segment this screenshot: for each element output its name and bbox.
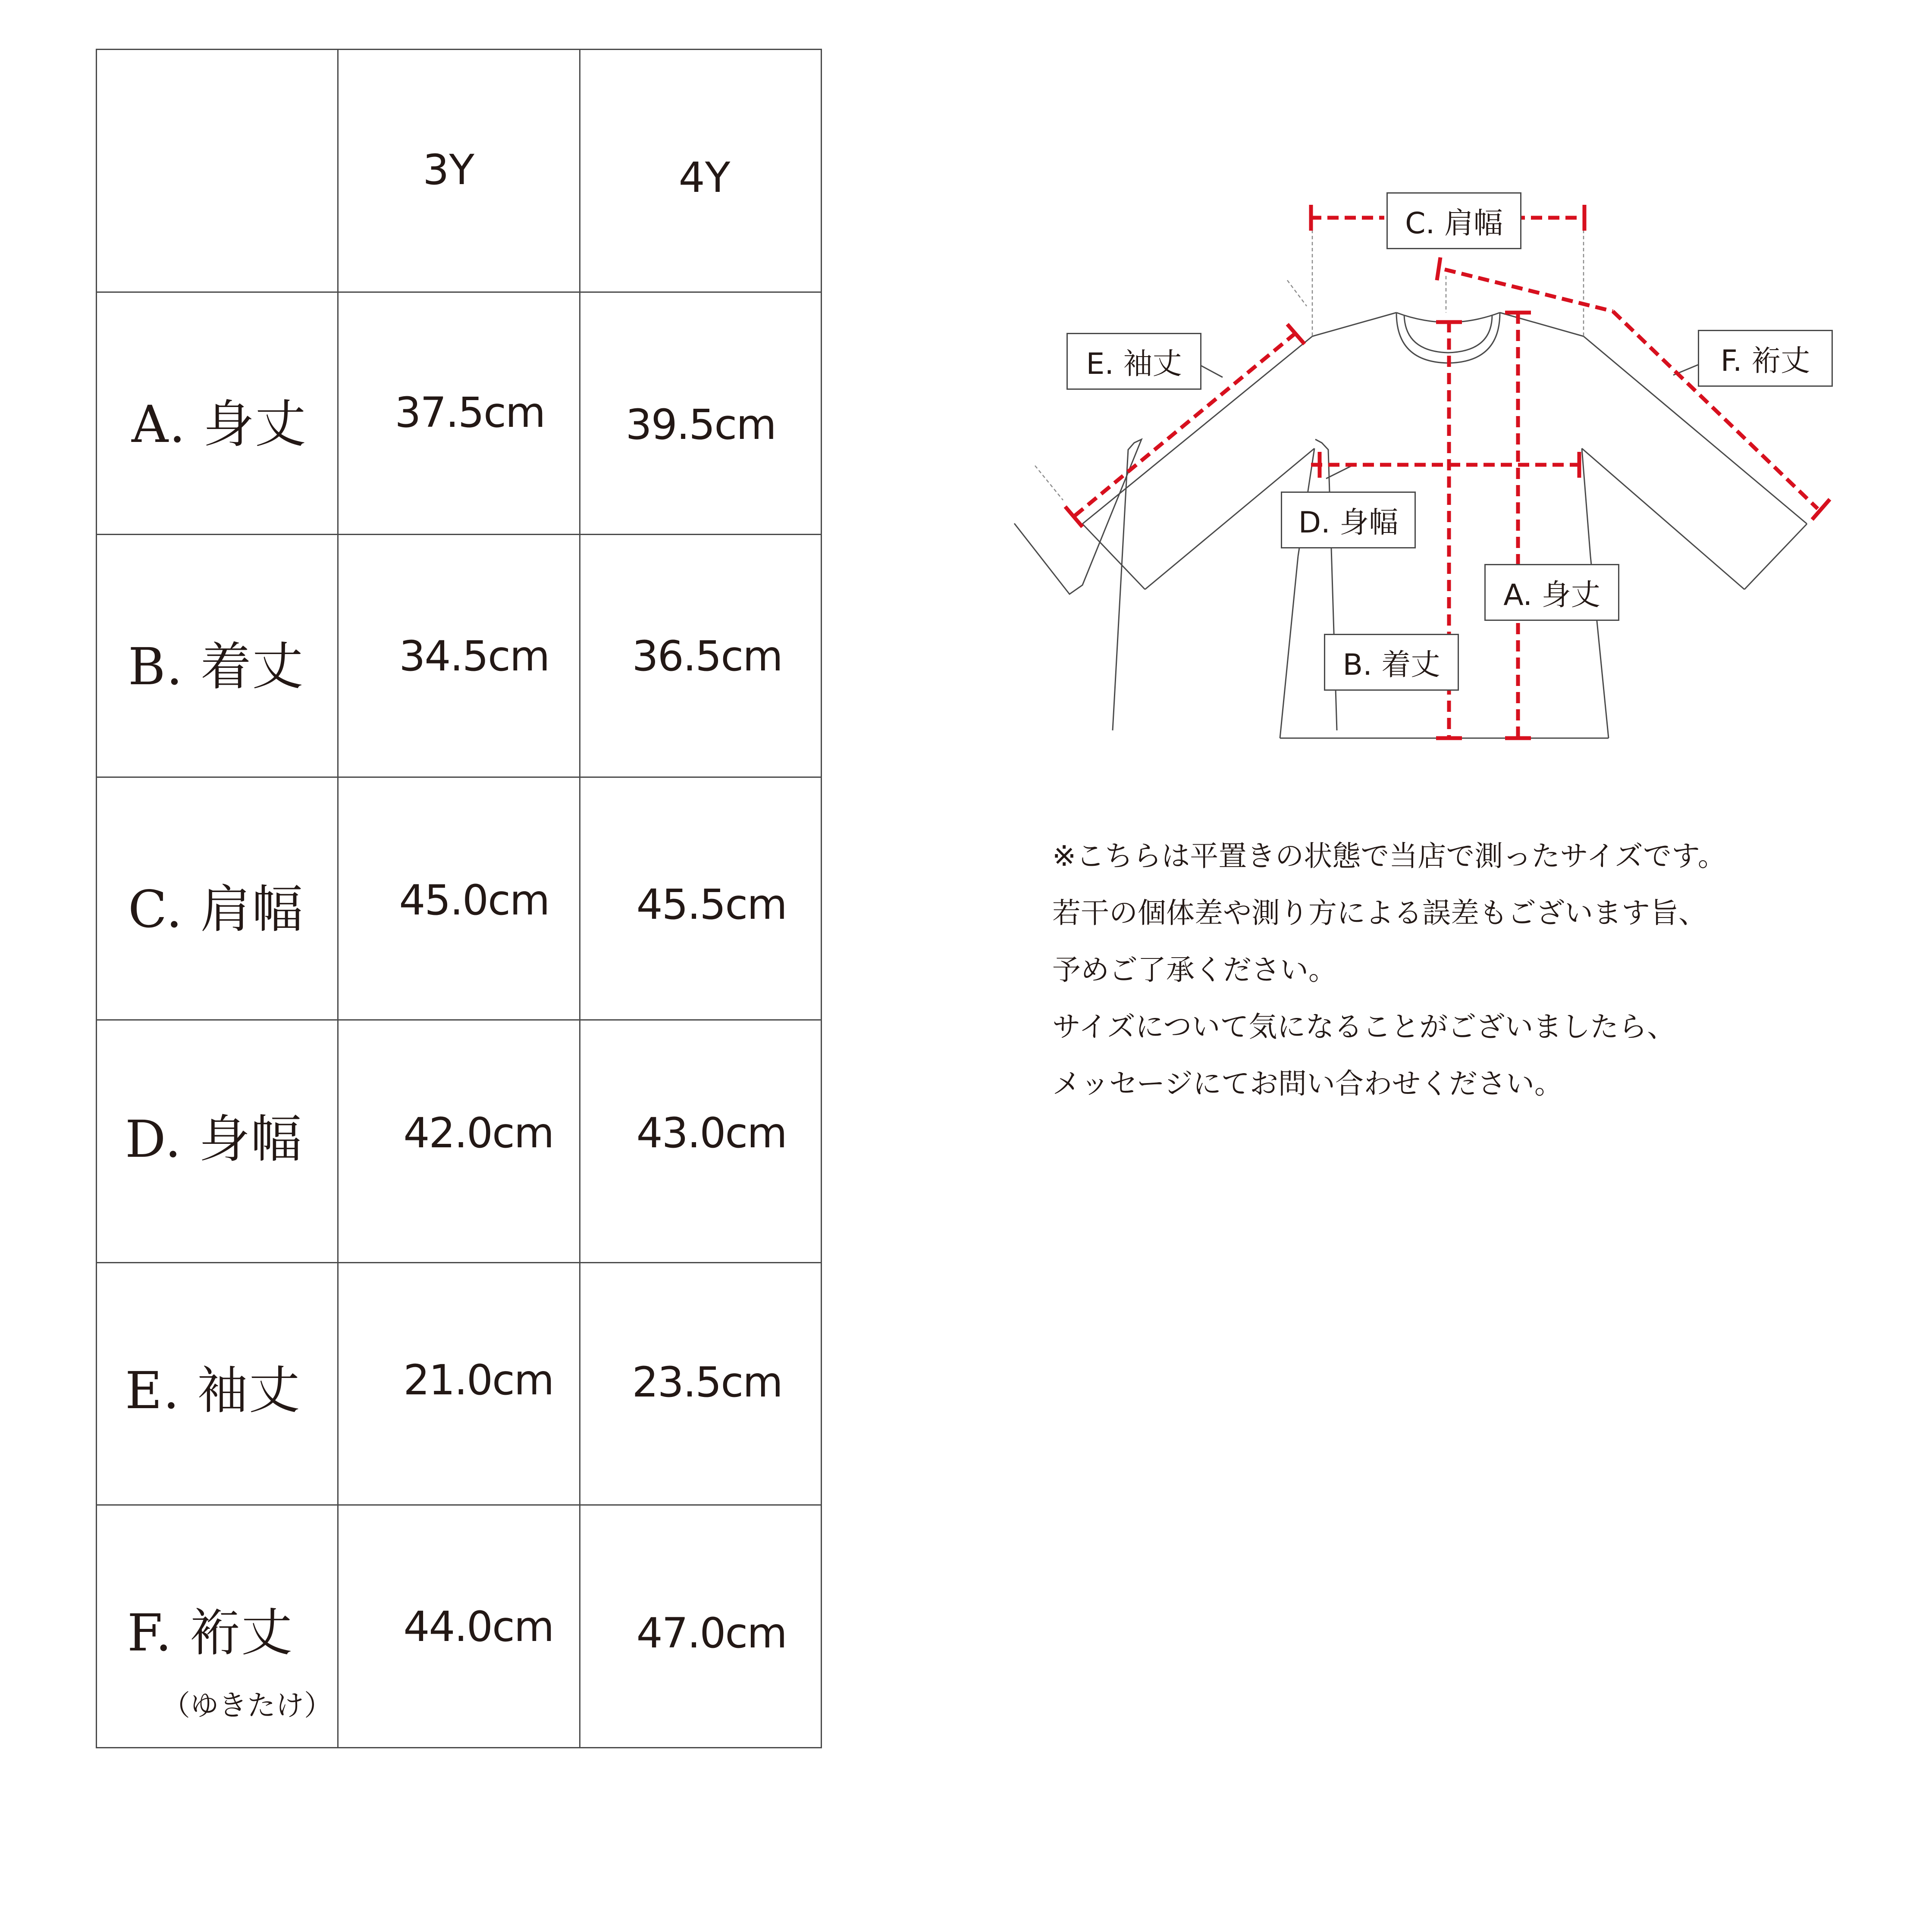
row-label-cell [97, 535, 338, 777]
value-4y: 36.5cm [632, 632, 782, 681]
label-total-length: B. 着丈 [1324, 634, 1459, 691]
value-3y: 42.0cm [403, 1108, 554, 1157]
leader-lines [1195, 362, 1699, 479]
value-cell [338, 1020, 580, 1262]
row-label: F. 裄丈 [127, 1603, 293, 1663]
row-label: A. 身丈 [132, 394, 307, 454]
table-row [97, 1262, 822, 1505]
row-label-cell [97, 777, 338, 1020]
table-row [97, 1505, 822, 1748]
table-row [97, 777, 822, 1020]
row-label: E. 袖丈 [125, 1360, 301, 1420]
value-cell [580, 1020, 821, 1262]
table-row [97, 1020, 822, 1262]
value-cell [338, 1505, 580, 1748]
note-line: サイズについて気になることがございましたら、 [1052, 1010, 1676, 1043]
label-sleeve-length: E. 袖丈 [1066, 333, 1201, 390]
header-4y: 4Y [678, 153, 731, 202]
header-3y: 3Y [423, 146, 475, 194]
size-table [96, 49, 822, 1748]
note-line: ※こちらは平置きの状態で当店で測ったサイズです。 [1052, 839, 1726, 873]
value-4y: 43.0cm [636, 1108, 787, 1157]
value-3y: 45.0cm [399, 876, 549, 925]
value-cell [338, 535, 580, 777]
value-4y: 39.5cm [625, 400, 776, 449]
header-cell-4y [580, 50, 821, 292]
value-cell [580, 292, 821, 535]
row-label-cell [97, 1262, 338, 1505]
label-shoulder-width: C. 肩幅 [1386, 192, 1521, 249]
value-cell [580, 1262, 821, 1505]
value-cell [580, 535, 821, 777]
header-empty-cell [97, 50, 338, 292]
table-header-row [97, 50, 822, 292]
value-cell [338, 292, 580, 535]
header-cell-3y [338, 50, 580, 292]
label-body-width: D. 身幅 [1281, 492, 1416, 548]
table-row [97, 535, 822, 777]
row-label-cell [97, 292, 338, 535]
label-body-length: A. 身丈 [1484, 564, 1619, 621]
garment-diagram [1013, 181, 1859, 759]
value-4y: 47.0cm [636, 1609, 787, 1658]
value-3y: 37.5cm [395, 388, 545, 437]
value-cell [580, 777, 821, 1020]
row-label: C. 肩幅 [128, 880, 304, 939]
note-line: 予めご了承ください。 [1052, 953, 1337, 986]
value-3y: 34.5cm [399, 632, 549, 681]
size-note [1052, 828, 1872, 1112]
value-cell [580, 1505, 821, 1748]
value-3y: 21.0cm [403, 1356, 554, 1404]
row-label-cell [97, 1020, 338, 1262]
label-yuki-length: F. 裄丈 [1698, 330, 1833, 387]
value-cell [338, 777, 580, 1020]
row-sublabel: （ゆきたけ） [162, 1689, 332, 1722]
value-4y: 23.5cm [632, 1358, 782, 1406]
row-label: D. 身幅 [125, 1109, 303, 1169]
note-line: 若干の個体差や測り方による誤差もございます旨、 [1052, 896, 1707, 930]
table-row [97, 292, 822, 535]
row-label: B. 着丈 [128, 637, 304, 697]
value-3y: 44.0cm [403, 1603, 554, 1651]
value-cell [338, 1262, 580, 1505]
note-line: メッセージにてお問い合わせください。 [1052, 1067, 1563, 1100]
value-4y: 45.5cm [636, 880, 787, 929]
row-label-cell [97, 1505, 338, 1748]
